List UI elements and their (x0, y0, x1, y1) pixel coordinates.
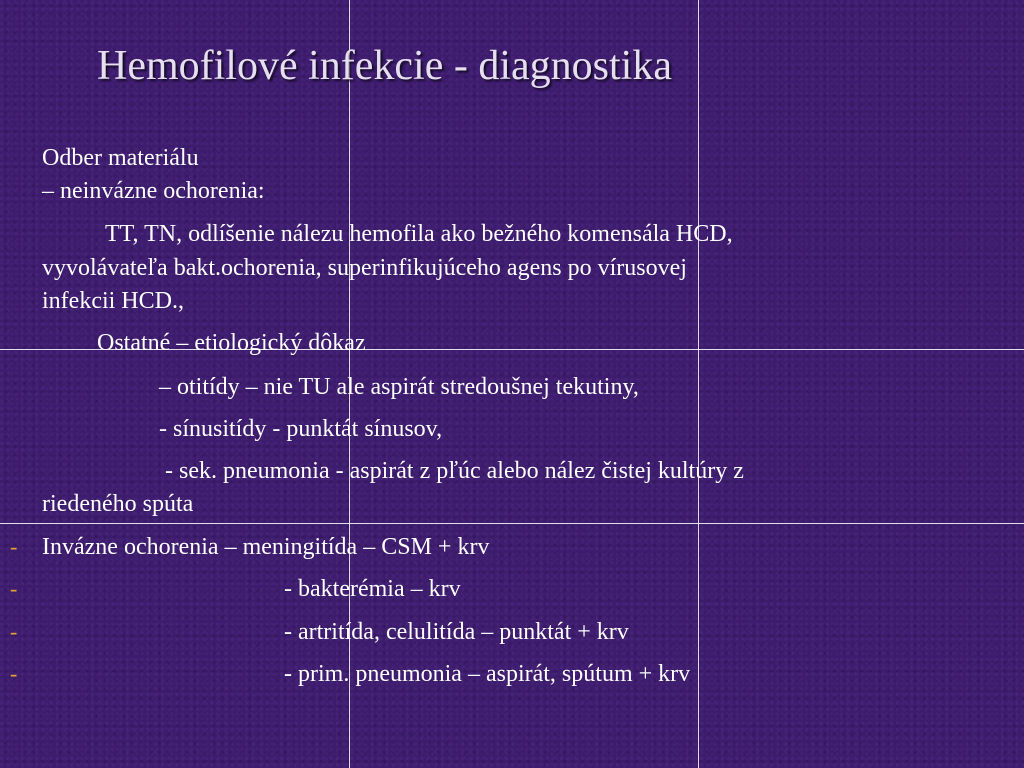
text-line-infekcii: infekcii HCD., (42, 288, 184, 314)
text-line-sinusitidy: - sínusitídy - punktát sínusov, (159, 416, 443, 442)
grid-line-horizontal-2 (0, 523, 1024, 524)
bullet-marker: - (10, 534, 18, 559)
text-line-neinvazne: – neinvázne ochorenia: (42, 178, 265, 204)
text-line-prim-pneumonia: - prim. pneumonia – aspirát, spútum + krv (284, 661, 691, 687)
text-line-odber: Odber materiálu (42, 145, 199, 171)
bullet-marker: - (10, 576, 18, 601)
grid-line-vertical-2 (698, 0, 699, 768)
text-line-bakteremia: - bakterémia – krv (284, 576, 461, 602)
text-line-invazne: Invázne ochorenia – meningitída – CSM + krv (42, 534, 490, 560)
slide-title: Hemofilové infekcie - diagnostika (97, 43, 672, 89)
text-line-sek-pneumonia: - sek. pneumonia - aspirát z pľúc alebo nález čistej kultúry z (165, 458, 744, 484)
bullet-marker: - (10, 661, 18, 686)
bullet-marker: - (10, 619, 18, 644)
text-line-ostatne: Ostatné – etiologický dôkaz (97, 330, 366, 356)
text-line-tt-tn: TT, TN, odlíšenie nálezu hemofila ako bežného komensála HCD, (105, 221, 733, 247)
text-line-riedeneho: riedeného spúta (42, 491, 194, 517)
text-line-artritida: - artritída, celulitída – punktát + krv (284, 619, 629, 645)
text-line-vyvolavatela: vyvolávateľa bakt.ochorenia, superinfikujúceho agens po vírusovej (42, 255, 687, 281)
text-line-otitidy: – otitídy – nie TU ale aspirát stredoušnej tekutiny, (159, 374, 639, 400)
